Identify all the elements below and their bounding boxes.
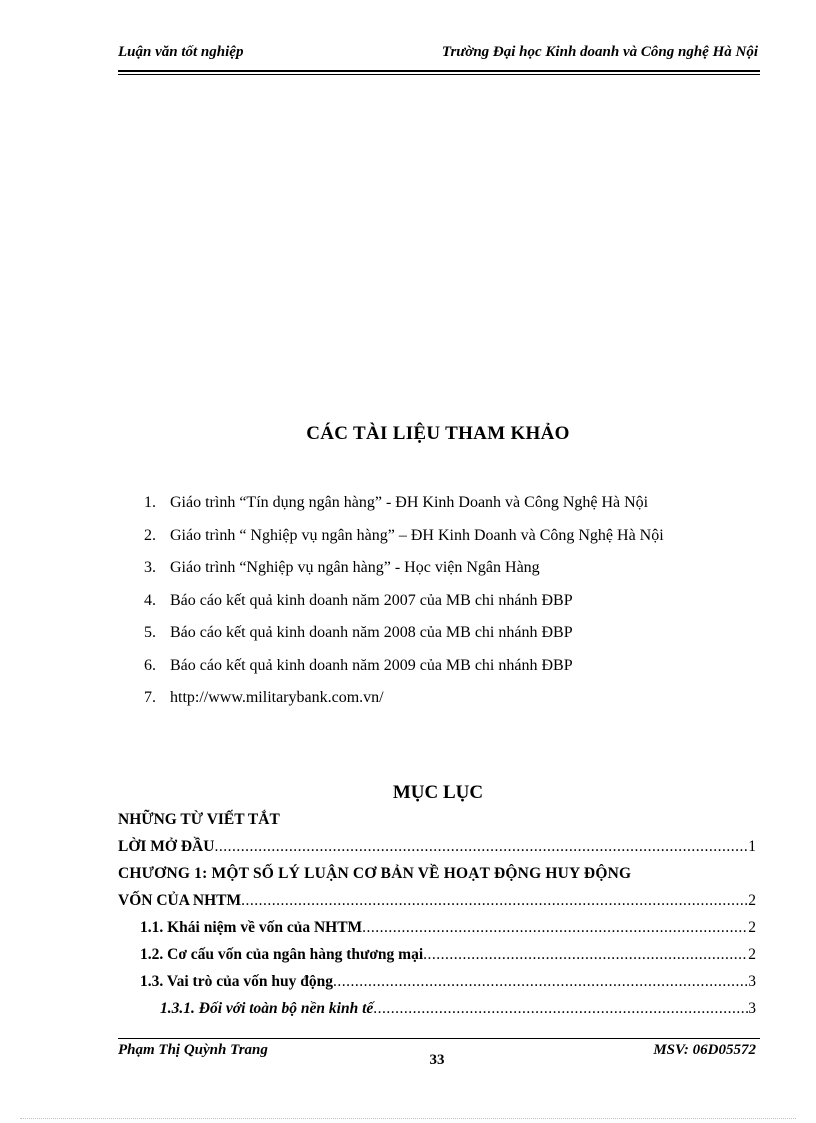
toc-page-number: 2 [748,919,756,936]
reference-item [140,520,758,553]
toc-entry-introduction[interactable] [118,833,756,860]
toc-page-number: 3 [748,1000,756,1017]
reference-item [140,585,758,618]
reference-number: 3. [144,559,156,576]
toc-leader-dots [333,968,748,995]
toc-entry-1-1[interactable] [118,914,756,941]
page-break-line [20,1118,796,1119]
header-left: Luận văn tốt nghiệp [118,44,244,60]
reference-number: 7. [144,689,156,706]
toc-leader-dots [214,833,748,860]
header-rule-thick [118,70,760,72]
page-number: 33 [429,1052,445,1068]
toc-page-number: 2 [748,892,756,909]
reference-item [140,682,758,715]
reference-number: 1. [144,494,156,511]
reference-text: Báo cáo kết quả kinh doanh năm 2009 của MB chi nhánh ĐBP [170,656,573,674]
reference-number: 2. [144,526,156,544]
toc-entry-label: LỜI MỞ ĐẦU [118,838,215,855]
toc-entry-abbreviations[interactable] [118,806,756,833]
footer-student-id: MSV: 06D05572 [653,1042,756,1058]
toc-entry-label: 1.1. Khái niệm về vốn của NHTM [140,919,363,936]
toc-leader-dots [373,995,748,1022]
references-list [140,487,758,715]
reference-number: 4. [144,591,156,609]
reference-link[interactable]: http://www.militarybank.com.vn/ [170,689,384,706]
toc-entry-1-2[interactable] [118,941,756,968]
toc-page-number: 1 [748,838,756,855]
reference-text: Báo cáo kết quả kinh doanh năm 2007 của MB chi nhánh ĐBP [170,591,573,609]
reference-item [140,487,758,520]
table-of-contents [118,806,756,1022]
toc-entry-label: NHỮNG TỪ VIẾT TẮT [118,811,280,828]
reference-number: 6. [144,656,156,674]
toc-entry-chapter-1-cont[interactable] [118,887,756,914]
toc-leader-dots [362,914,748,941]
footer-rule [118,1038,760,1039]
reference-text: Giáo trình “Tín dụng ngân hàng” - ĐH Kinh Doanh và Công Nghệ Hà Nội [170,494,649,511]
references-title: CÁC TÀI LIỆU THAM KHẢO [306,423,570,444]
reference-number: 5. [144,624,156,641]
reference-item [140,552,758,585]
header-right: Trường Đại học Kinh doanh và Công nghệ Hà Nội [441,44,758,60]
toc-entry-label: 1.3. Vai trò của vốn huy động [140,973,333,990]
header-rule-thin [118,74,760,75]
toc-leader-dots [241,887,748,914]
reference-text: Giáo trình “ Nghiệp vụ ngân hàng” – ĐH Kinh Doanh và Công Nghệ Hà Nội [170,526,664,544]
reference-text: Báo cáo kết quả kinh doanh năm 2008 của MB chi nhánh ĐBP [170,624,573,641]
toc-entry-label: VỐN CỦA NHTM [118,892,242,909]
reference-item [140,650,758,683]
toc-page-number: 2 [748,946,756,963]
toc-entry-label: CHƯƠNG 1: MỘT SỐ LÝ LUẬN CƠ BẢN VỀ HOẠT ĐỘNG HUY ĐỘNG [118,865,632,882]
reference-item [140,617,758,650]
toc-page-number: 3 [748,973,756,990]
toc-entry-label: 1.2. Cơ cấu vốn của ngân hàng thương mại [140,946,424,963]
toc-entry-1-3[interactable] [118,968,756,995]
toc-entry-chapter-1[interactable] [118,860,756,887]
toc-title: MỤC LỤC [392,782,484,803]
toc-leader-dots [423,941,748,968]
toc-entry-1-3-1[interactable] [118,995,756,1022]
toc-entry-label: 1.3.1. Đối với toàn bộ nền kinh tế [160,1000,374,1017]
reference-text: Giáo trình “Nghiệp vụ ngân hàng” - Học viện Ngân Hàng [170,559,540,576]
footer-author: Phạm Thị Quỳnh Trang [118,1042,268,1058]
